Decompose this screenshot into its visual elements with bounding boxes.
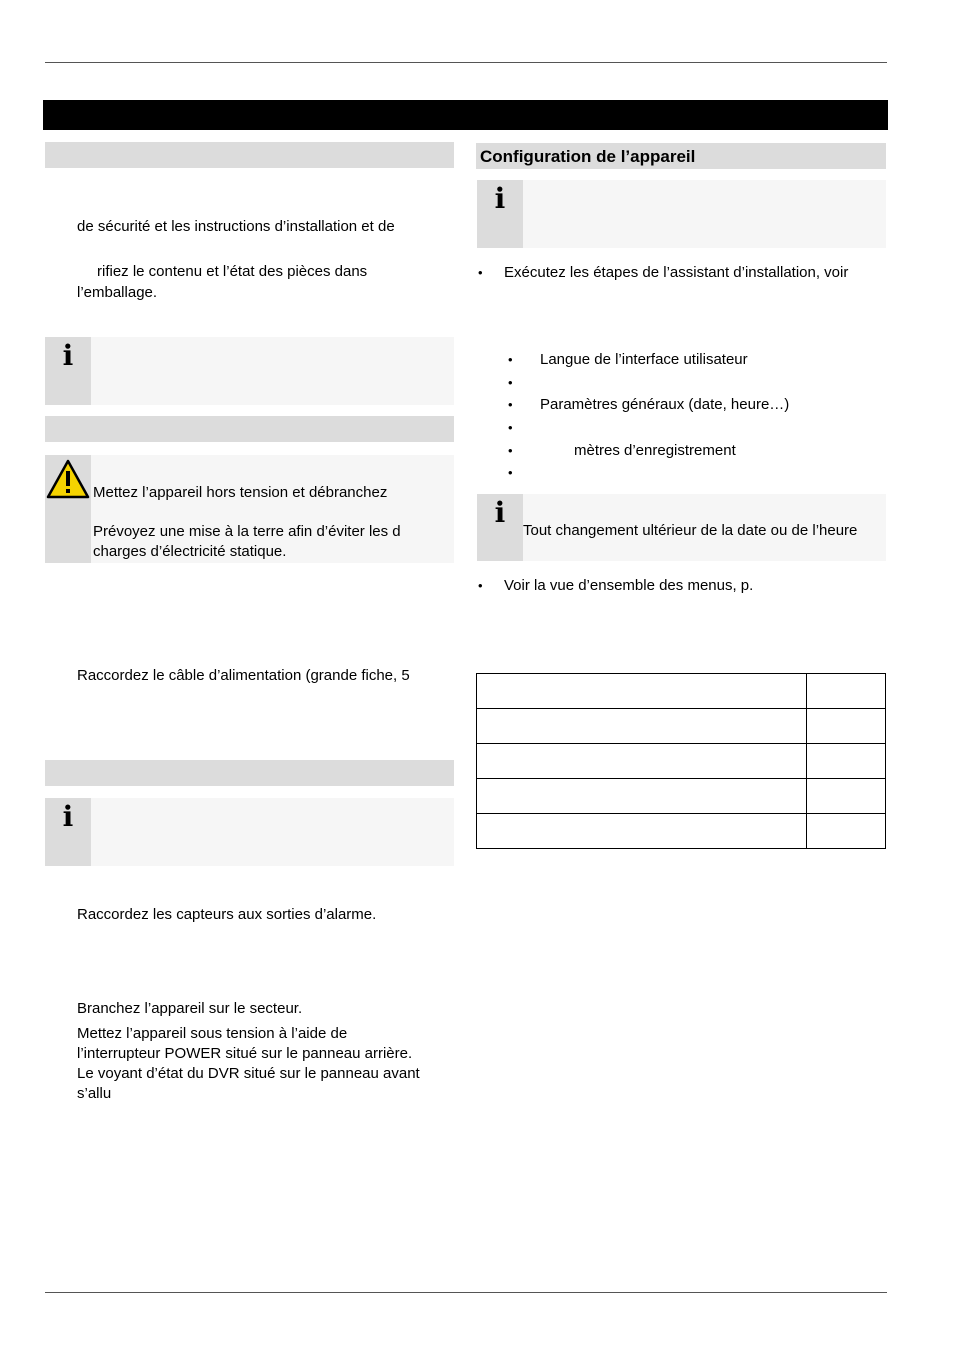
intro-line-1: de sécurité et les instructions d’installation et de bbox=[77, 218, 395, 235]
table-row bbox=[477, 744, 886, 779]
left-section-header-1 bbox=[45, 142, 454, 168]
info-note-right-1 bbox=[477, 180, 886, 248]
switch-on-line-1: Mettez l’appareil sous tension à l’aide de bbox=[77, 1025, 348, 1042]
switch-on-line-4: s’allu bbox=[77, 1085, 112, 1102]
chapter-header-bar bbox=[43, 100, 888, 130]
list-bullet: • bbox=[508, 375, 513, 390]
list-bullet: • bbox=[508, 420, 513, 435]
info-icon: i bbox=[62, 800, 74, 833]
info-icon: i bbox=[62, 339, 74, 372]
table-row bbox=[477, 779, 886, 814]
sensors-text: Raccordez les capteurs aux sorties d’alarme. bbox=[77, 906, 377, 923]
info-note-left-1 bbox=[45, 337, 454, 405]
info-icon: i bbox=[494, 182, 506, 215]
warning-triangle-icon bbox=[46, 459, 90, 499]
list-item: Paramètres généraux (date, heure…) bbox=[540, 396, 790, 413]
list-bullet: • bbox=[508, 397, 513, 412]
table-row bbox=[477, 709, 886, 744]
warning-line-3: charges d’électricité statique. bbox=[93, 543, 287, 560]
wizard-step-text: Exécutez les étapes de l’assistant d’installation, voir bbox=[504, 264, 849, 281]
plug-in-text: Branchez l’appareil sur le secteur. bbox=[77, 1000, 303, 1017]
list-bullet: • bbox=[508, 352, 513, 367]
date-note-text: Tout changement ultérieur de la date ou de l’heure bbox=[523, 522, 858, 539]
info-note-right-2 bbox=[477, 494, 886, 561]
bottom-rule bbox=[45, 1292, 887, 1293]
list-bullet: • bbox=[508, 465, 513, 480]
switch-on-line-2: l’interrupteur POWER situé sur le panneau arrière. bbox=[77, 1045, 413, 1062]
left-section-header-3 bbox=[45, 760, 454, 786]
top-rule bbox=[45, 62, 887, 63]
switch-on-line-3: Le voyant d’état du DVR situé sur le panneau avant bbox=[77, 1065, 420, 1082]
list-item: mètres d’enregistrement bbox=[574, 442, 736, 459]
info-icon: i bbox=[494, 496, 506, 529]
menu-overview-text: Voir la vue d’ensemble des menus, p. bbox=[504, 577, 754, 594]
warning-note bbox=[45, 455, 454, 563]
menu-table bbox=[476, 673, 886, 849]
list-item: Langue de l’interface utilisateur bbox=[540, 351, 748, 368]
bullet-dot: • bbox=[478, 265, 483, 280]
config-section-title: Configuration de l’appareil bbox=[480, 147, 696, 166]
table-row bbox=[477, 674, 886, 709]
intro-line-2: rifiez le contenu et l’état des pièces dans bbox=[97, 263, 368, 280]
list-bullet: • bbox=[508, 443, 513, 458]
warning-line-2: Prévoyez une mise à la terre afin d’éviter les d bbox=[93, 523, 401, 540]
warning-line-1: Mettez l’appareil hors tension et débranchez bbox=[93, 484, 388, 501]
info-note-left-2 bbox=[45, 798, 454, 866]
power-cable-text: Raccordez le câble d’alimentation (grande fiche, 5 bbox=[77, 667, 410, 684]
bullet-dot: • bbox=[478, 578, 483, 593]
left-section-header-2 bbox=[45, 416, 454, 442]
table-row bbox=[477, 814, 886, 849]
intro-line-3: l’emballage. bbox=[77, 284, 158, 301]
config-section-header bbox=[476, 143, 886, 169]
